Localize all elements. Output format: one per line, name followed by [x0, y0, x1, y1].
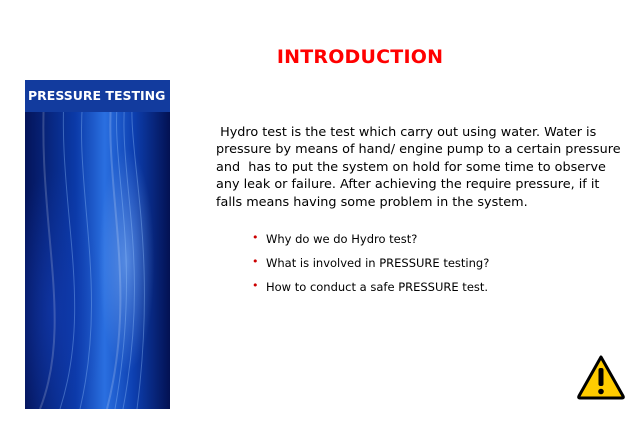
warning-triangle-icon — [576, 354, 626, 400]
bullet-dot: • — [252, 279, 259, 292]
intro-paragraph: Hydro test is the test which carry out using water. Water is pressure by means of hand/ engine pump to a certain pressure and has to put the system on hold for some time to observe any leak or failure. After achieving the require pressure, if it falls means having some problem in the system. — [216, 125, 625, 210]
list-item — [252, 231, 489, 255]
bullet-text: Why do we do Hydro test? — [266, 232, 418, 246]
blue-wave-graphic — [25, 80, 170, 409]
list-item — [252, 279, 489, 303]
list-item — [252, 255, 489, 279]
side-panel-image — [25, 80, 170, 409]
bullet-dot: • — [252, 255, 259, 268]
bullet-text: What is involved in PRESSURE testing? — [266, 256, 490, 270]
bullet-text: How to conduct a safe PRESSURE test. — [266, 280, 489, 294]
bullet-dot: • — [252, 231, 259, 244]
slide-title: INTRODUCTION — [276, 46, 444, 68]
side-panel-label: PRESSURE TESTING — [25, 80, 170, 112]
bullet-list — [252, 231, 489, 303]
